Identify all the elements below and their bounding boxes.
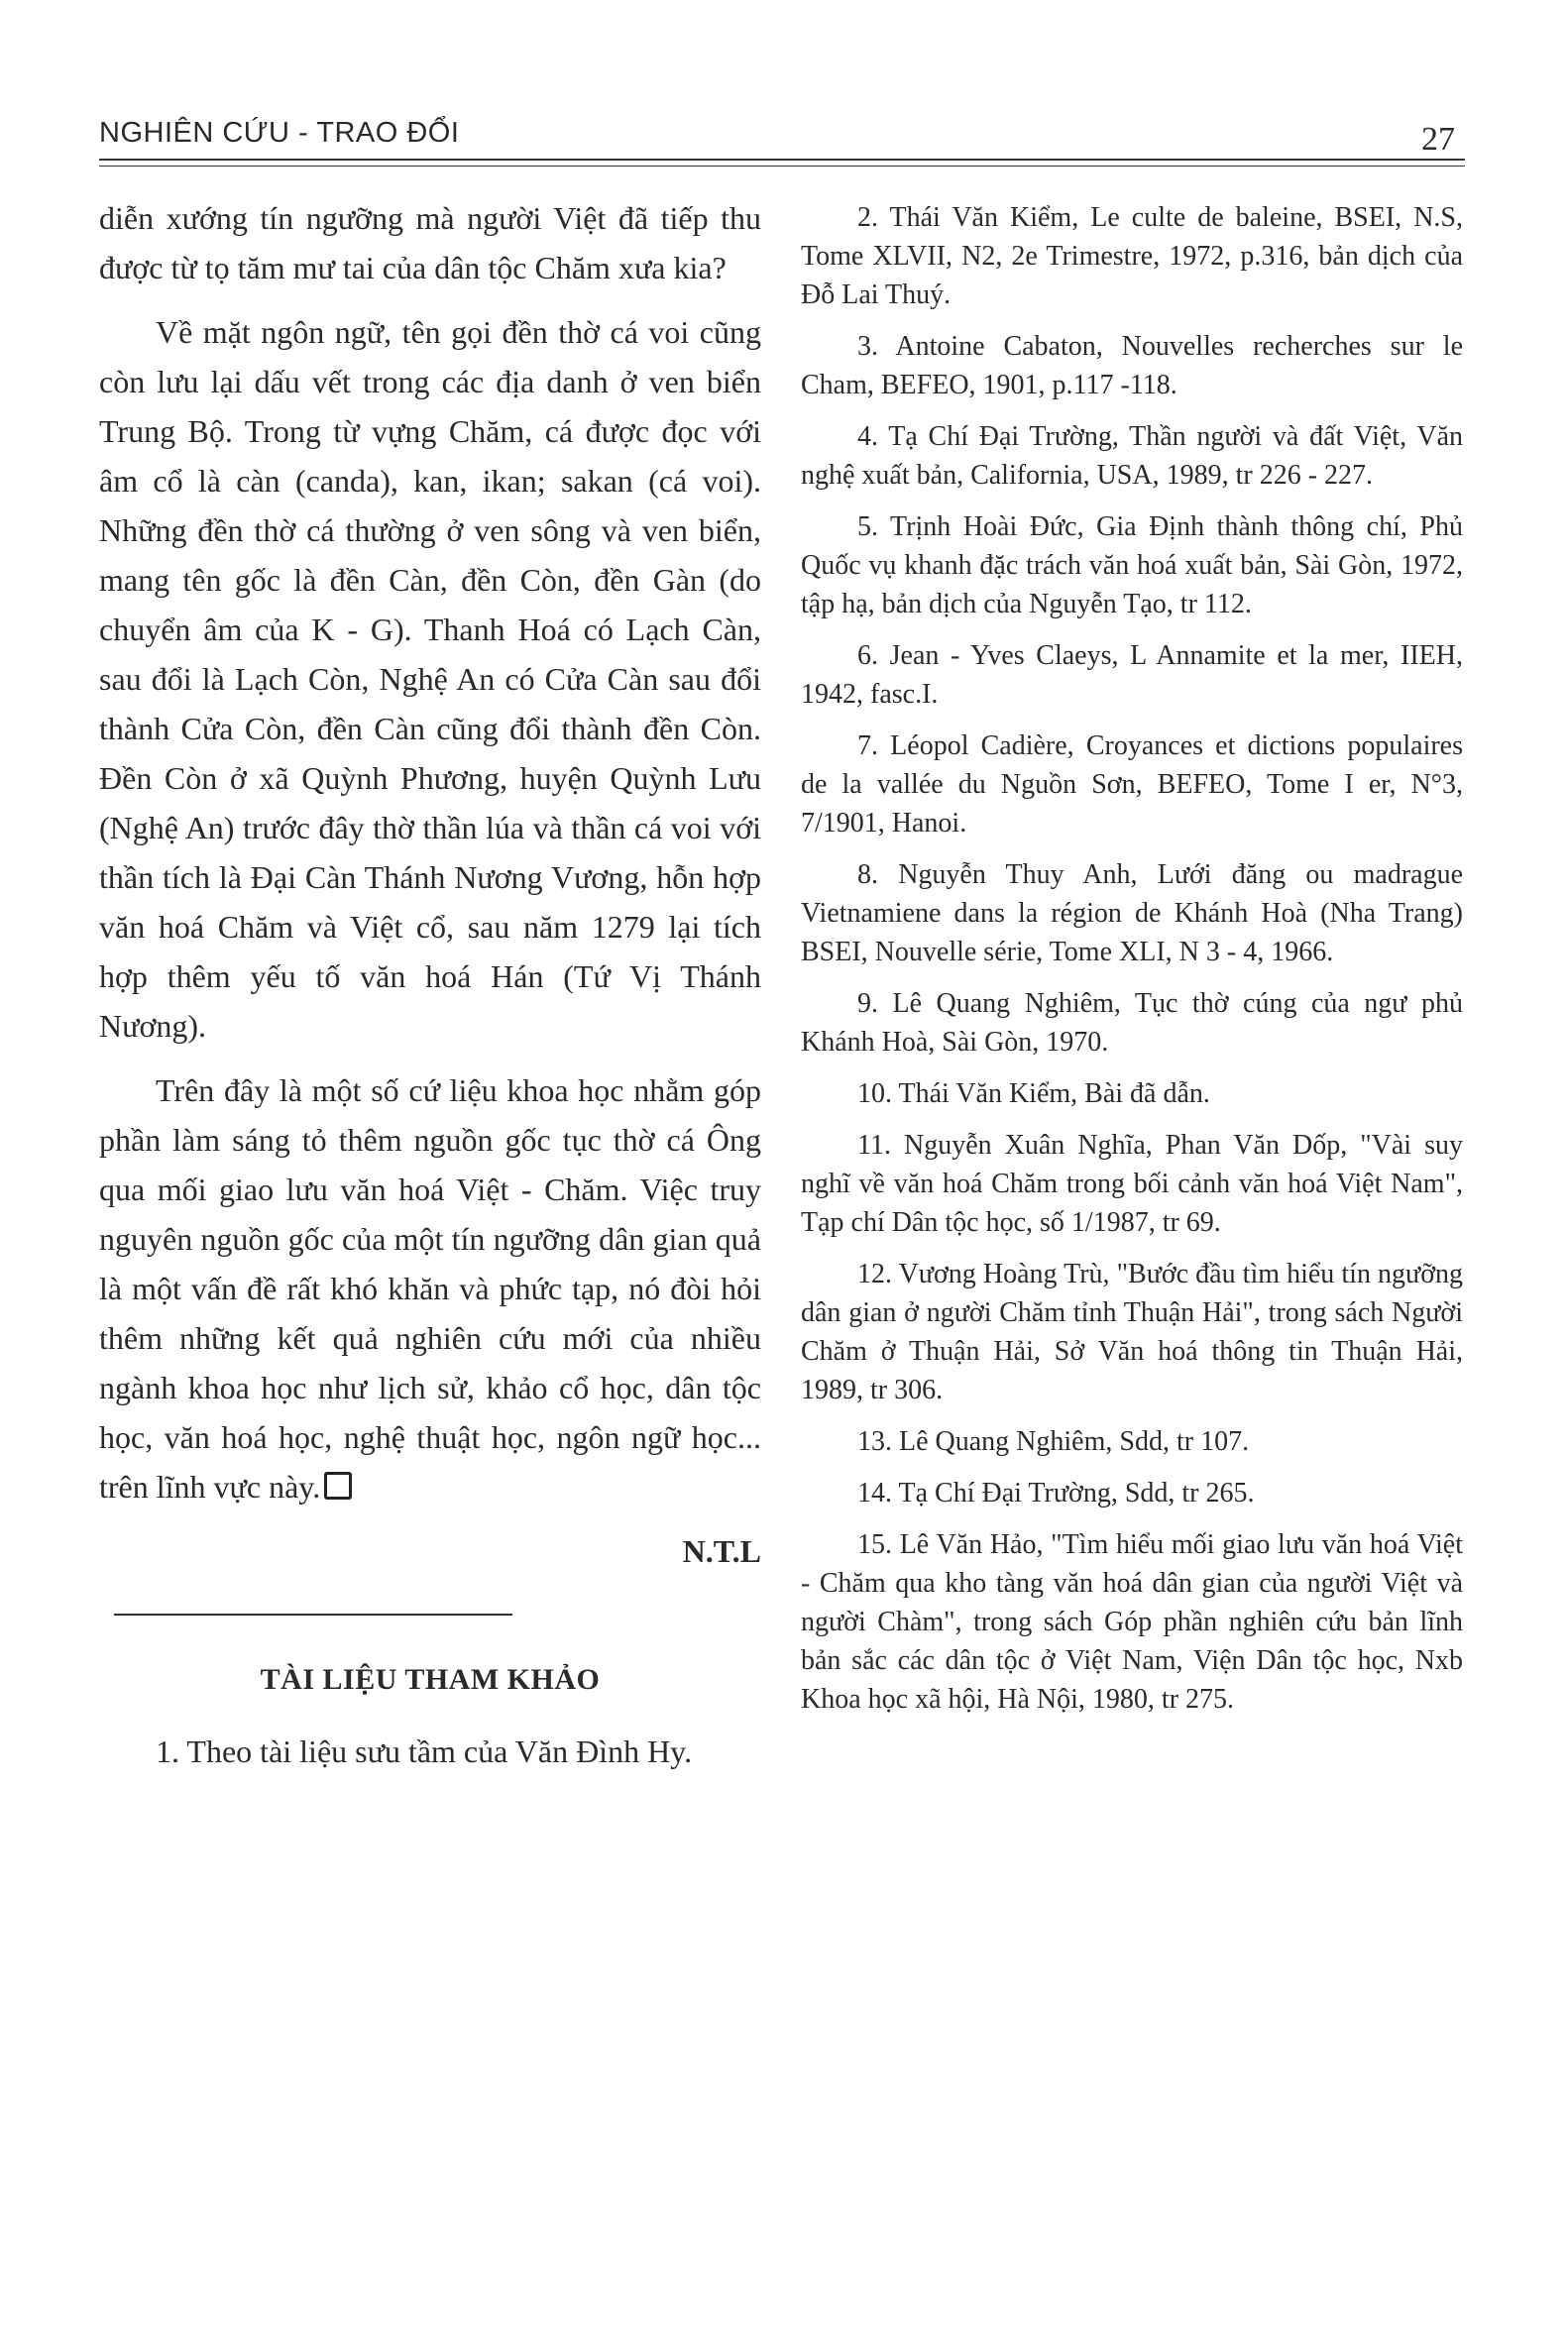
left-column (99, 193, 761, 1776)
header-rule-thick (99, 159, 1465, 161)
reference-item: 15. Lê Văn Hảo, "Tìm hiểu mối giao lưu văn hoá Việt - Chăm qua kho tàng văn hoá dân gian của người Việt và người Chàm", trong sách Góp phần nghiên cứu bản lĩnh bản sắc các dân tộc ở Việt Nam, Viện Dân tộc học, Nxb Khoa học xã hội, Hà Nội, 1980, tr 275. (801, 1529, 1463, 1715)
right-column (801, 198, 1463, 1732)
page-number: 27 (1421, 121, 1455, 158)
reference-item: 9. Lê Quang Nghiêm, Tục thờ cúng của ngư phủ Khánh Hoà, Sài Gòn, 1970. (801, 988, 1463, 1058)
reference-item: 5. Trịnh Hoài Đức, Gia Định thành thông chí, Phủ Quốc vụ khanh đặc trách văn hoá xuất bản, Sài Gòn, 1972, tập hạ, bản dịch của Nguyễn Tạo, tr 112. (801, 511, 1463, 619)
reference-item: 13. Lê Quang Nghiêm, Sdd, tr 107. (857, 1426, 1250, 1457)
body-paragraph: Về mặt ngôn ngữ, tên gọi đền thờ cá voi cũng còn lưu lại dấu vết trong các địa danh ở ven biển Trung Bộ. Trong từ vựng Chăm, cá được đọc với âm cổ là càn (canda), kan, ikan; sakan (cá voi). Những đền thờ cá thường ở ven sông và ven biển, mang tên gốc là đền Càn, đền Còn, đền Gàn (do chuyển âm của K - G). Thanh Hoá có Lạch Càn, sau đổi là Lạch Còn, Nghệ An có Cửa Càn sau đổi thành Cửa Còn, đền Càn cũng đổi thành đền Còn. Đền Còn ở xã Quỳnh Phương, huyện Quỳnh Lưu (Nghệ An) trước đây thờ thần lúa và thần cá voi với thần tích là Đại Càn Thánh Nương Vương, hỗn hợp văn hoá Chăm và Việt cổ, sau năm 1279 lại tích hợp thêm yếu tố văn hoá Hán (Tứ Vị Thánh Nương). (99, 314, 761, 1044)
body-paragraph (99, 1065, 761, 1511)
author-signature: N.T.L (682, 1533, 761, 1569)
header-rule-thin (99, 166, 1465, 167)
reference-item: 11. Nguyễn Xuân Nghĩa, Phan Văn Dốp, "Vài suy nghĩ về văn hoá Chăm trong bối cảnh văn hoá Việt Nam", Tạp chí Dân tộc học, số 1/1987, tr 69. (801, 1130, 1463, 1238)
reference-item: 4. Tạ Chí Đại Trường, Thần người và đất Việt, Văn nghệ xuất bản, California, USA, 1989, tr 226 - 227. (801, 421, 1463, 491)
reference-item: 7. Léopol Cadière, Croyances et dictions populaires de la vallée du Nguồn Sơn, BEFEO, Tome I er, N°3, 7/1901, Hanoi. (801, 730, 1463, 838)
body-paragraph-text: Trên đây là một số cứ liệu khoa học nhằm góp phần làm sáng tỏ thêm nguồn gốc tục thờ cá Ông qua mối giao lưu văn hoá Việt - Chăm. Việc truy nguyên nguồn gốc của một tín ngưỡng dân gian quả là một vấn đề rất khó khăn và phức tạp, nó đòi hỏi thêm những kết quả nghiên cứu mới của nhiều ngành khoa học như lịch sử, khảo cổ học, dân tộc học, văn hoá học, nghệ thuật học, ngôn ngữ học... trên lĩnh vực này. (99, 1072, 761, 1505)
section-label: NGHIÊN CỨU - TRAO ĐỔI (99, 117, 460, 149)
reference-item: 2. Thái Văn Kiểm, Le culte de baleine, BSEI, N.S, Tome XLVII, N2, 2e Trimestre, 1972, p.316, bản dịch của Đỗ Lai Thuý. (801, 202, 1463, 310)
references-title: TÀI LIỆU THAM KHẢO (260, 1663, 601, 1696)
references-separator (114, 1614, 512, 1616)
reference-item: 12. Vương Hoàng Trù, "Bước đầu tìm hiểu tín ngưỡng dân gian ở người Chăm tỉnh Thuận Hải", trong sách Người Chăm ở Thuận Hải, Sở Văn hoá thông tin Thuận Hải, 1989, tr 306. (801, 1259, 1463, 1405)
body-paragraph: diễn xướng tín ngưỡng mà người Việt đã tiếp thu được từ tọ tăm mư tai của dân tộc Chăm xưa kia? (99, 200, 761, 285)
reference-item: 1. Theo tài liệu sưu tầm của Văn Đình Hy. (156, 1733, 693, 1769)
reference-item: 10. Thái Văn Kiểm, Bài đã dẫn. (857, 1078, 1210, 1109)
page-header (99, 109, 1465, 159)
reference-item: 8. Nguyễn Thuy Anh, Lưới đăng ou madrague Vietnamiene dans la région de Khánh Hoà (Nha Trang) BSEI, Nouvelle série, Tome XLI, N 3 - 4, 1966. (801, 859, 1463, 967)
end-of-article-square-icon (324, 1472, 352, 1500)
reference-item: 6. Jean - Yves Claeys, L Annamite et la mer, IIEH, 1942, fasc.I. (801, 640, 1463, 710)
reference-item: 14. Tạ Chí Đại Trường, Sdd, tr 265. (857, 1478, 1255, 1509)
reference-item: 3. Antoine Cabaton, Nouvelles recherches sur le Cham, BEFEO, 1901, p.117 -118. (801, 331, 1463, 400)
